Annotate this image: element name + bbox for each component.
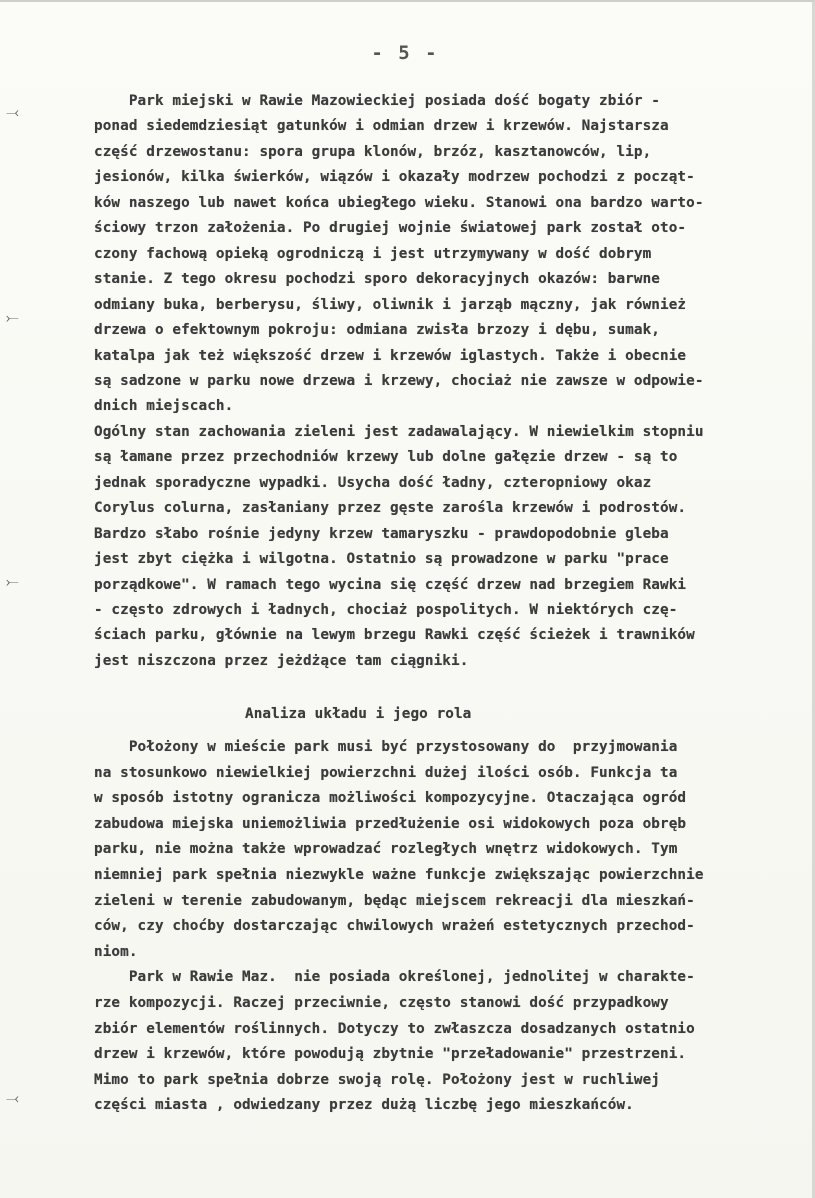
text-line: są łamane przez przechodniów krzewy lub dolne gałęzie drzew - są to <box>94 449 678 466</box>
text-line: zbiór elementów roślinnych. Dotyczy to zwłaszcza dosadzanych ostatnio <box>94 1020 695 1037</box>
margin-tick-mark: ⤚ <box>6 308 19 327</box>
text-line: ków naszego lub nawet końca ubiegłego wieku. Stanowi ona bardzo warto- <box>94 194 704 211</box>
text-line: odmiany buka, berberysu, śliwy, oliwnik i jarząb mączny, jak również <box>94 296 687 313</box>
text-line: - często zdrowych i ładnych, chociaż pospolitych. W niektórych czę- <box>94 602 678 618</box>
text-line: drzew i krzewów, które powodują zbytnie "przeładowanie" przestrzeni. <box>94 1046 687 1063</box>
text-line: jest niszczona przez jeżdżące tam ciągniki. <box>94 652 469 669</box>
text-line: część drzewostanu: spora grupa klonów, brzóz, kasztanowców, lip, <box>94 143 652 160</box>
text-line: jednak sporadyczne wypadki. Usycha dość ładny, czteropniowy okaz <box>94 474 652 491</box>
text-line: ców, czy choćby dostarczając chwilowych wrażeń estetycznych przechod- <box>94 918 695 935</box>
text-line: jesionów, kilka świerków, wiązów i okazały modrzew pochodzi z począt- <box>94 169 695 186</box>
text-line: niom. <box>94 943 138 960</box>
text-line: rze kompozycji. Raczej przeciwnie, często stanowi dość przypadkowy <box>94 995 669 1011</box>
text-line: czony fachową opieką ogrodniczą i jest utrzymywany w dość dobrym <box>94 245 652 262</box>
text-line: zabudowa miejska uniemożliwia przedłużenie osi widokowych poza obręb <box>94 815 687 832</box>
text-line: Mimo to park spełnia dobrze swoją rolę. Położony jest w ruchliwej <box>94 1071 660 1088</box>
text-line: Corylus colurna, zasłaniany przez gęste zarośla krzewów i podrostów. <box>94 500 687 517</box>
text-line: zieleni w terenie zabudowanym, będąc miejscem rekreacji dla mieszkań- <box>94 892 695 909</box>
text-line: Ogólny stan zachowania zieleni jest zadawalający. W niewielkim stopniu <box>94 423 704 440</box>
text-line: jest zbyt ciężka i wilgotna. Ostatnio są prowadzone w parku "prace <box>94 551 669 568</box>
text-line: niemniej park spełnia niezwykle ważne funkcje zwiększając powierzchnie <box>94 867 704 883</box>
text-line: ściach parku, głównie na lewym brzegu Rawki część ścieżek i trawników <box>94 627 695 644</box>
text-line: są sadzone w parku nowe drzewa i krzewy, chociaż nie zawsze w odpowie- <box>94 372 704 389</box>
text-line: części miasta , odwiedzany przez dużą liczbę jego mieszkańców. <box>94 1097 634 1114</box>
text-line: Położony w mieście park musi być przystosowany do przyjmowania <box>94 739 678 755</box>
page-number: - 5 - <box>371 42 439 64</box>
text-line: katalpa jak też większość drzew i krzewów iglastych. Także i obecnie <box>94 347 687 364</box>
text-line: ściowy trzon założenia. Po drugiej wojnie światowej park został oto- <box>94 220 687 237</box>
text-line: ponad siedemdziesiąt gatunków i odmian drzew i krzewów. Najstarsza <box>94 118 669 135</box>
text-line: drzewa o efektownym pokroju: odmiana zwisła brzozy i dębu, sumak, <box>94 322 660 339</box>
section-heading: Analiza układu i jego rola <box>245 706 472 722</box>
text-line: Park w Rawie Maz. nie posiada określonej, jednolitej w charakte- <box>94 969 695 986</box>
text-line: porządkowe". W ramach tego wycina się część drzew nad brzegiem Rawki <box>94 576 687 593</box>
margin-tick-mark: ⤚ <box>6 572 19 591</box>
text-line: w sposób istotny ogranicza możliwości kompozycyjne. Otaczająca ogród <box>94 790 687 807</box>
text-line: Park miejski w Rawie Mazowieckiej posiada dość bogaty zbiór - <box>94 93 660 109</box>
text-line: dnich miejscach. <box>94 398 234 415</box>
text-line: na stosunkowo niewielkiej powierzchni dużej ilości osób. Funkcja ta <box>94 764 678 781</box>
margin-tick-mark: ⤙ <box>6 102 19 121</box>
text-line: Bardzo słabo rośnie jedyny krzew tamaryszku - prawdopodobnie gleba <box>94 525 669 542</box>
text-line: stanie. Z tego okresu pochodzi sporo dekoracyjnych okazów: barwne <box>94 271 660 288</box>
margin-tick-mark: ⤙ <box>6 1088 19 1107</box>
text-line: parku, nie można także wprowadzać rozległych wnętrz widokowych. Tym <box>94 841 678 858</box>
